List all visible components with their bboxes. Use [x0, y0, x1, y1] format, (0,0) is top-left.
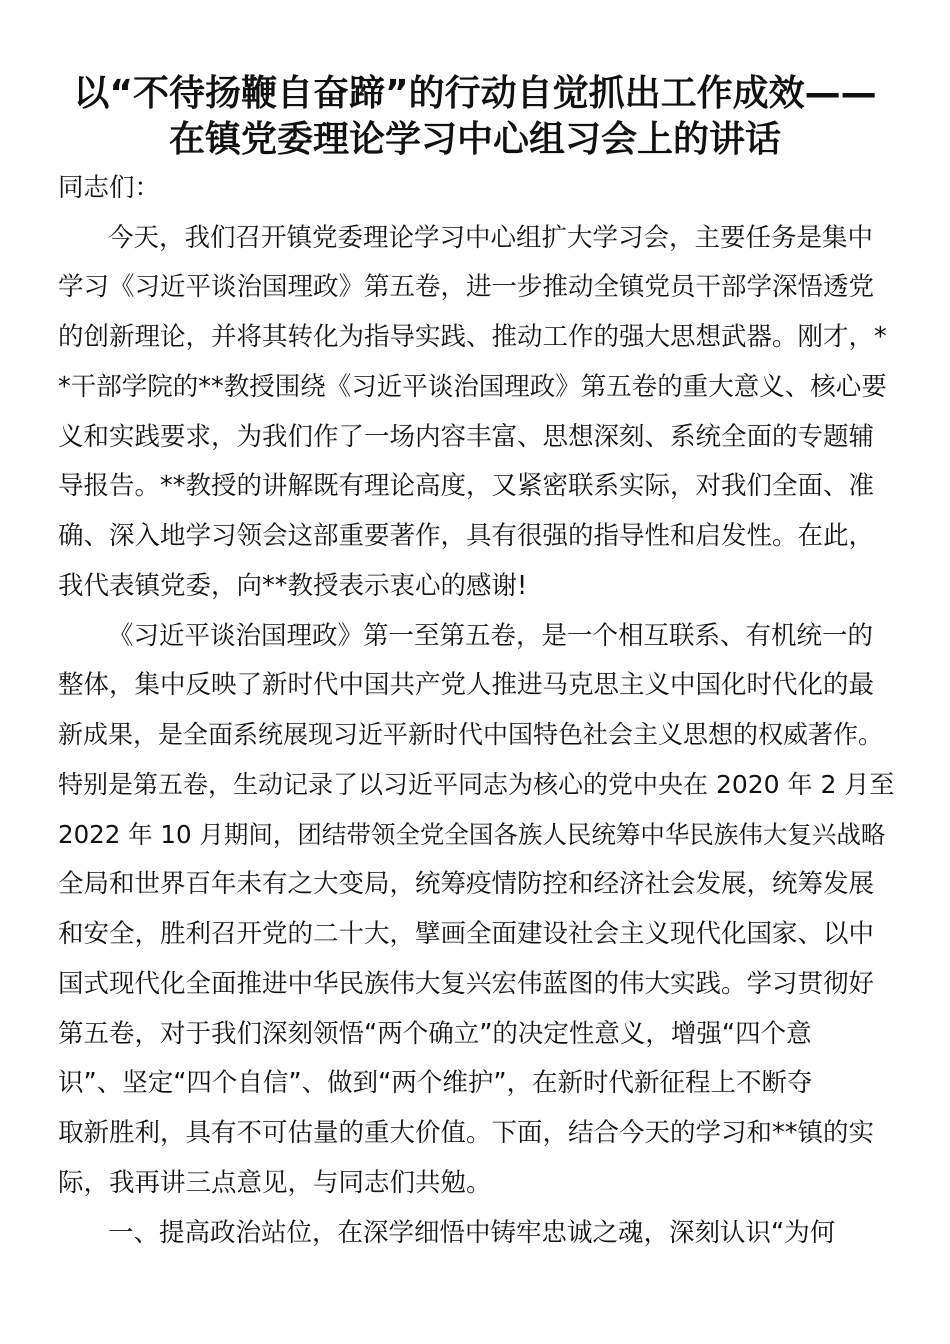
text-line: 我代表镇党委，向**教授表示衷心的感谢! [58, 571, 528, 601]
section-heading-1: 一、提高政治站位，在深学细悟中铸牢忠诚之魂，深刻认识“为何 [108, 1218, 836, 1248]
title-line-1: 以“不待扬鞭自奋蹄”的行动自觉抓出工作成效—— [73, 73, 877, 114]
text-line: 第五卷，对于我们深刻领悟“两个确立”的决定性意义，增强“四个意 [58, 1019, 812, 1049]
text-line: 义和实践要求，为我们作了一场内容丰富、思想深刻、系统全面的专题辅 [58, 422, 875, 452]
text-line: 2022 年 10 月期间，团结带领全党全国各族人民统筹中华民族伟大复兴战略 [58, 820, 886, 849]
salutation: 同志们： [58, 173, 161, 203]
text-line: 学习《习近平谈治国理政》第五卷，进一步推动全镇党员干部学深悟透党 [58, 272, 875, 302]
text-line: 整体，集中反映了新时代中国共产党人推进马克思主义中国化时代化的最 [58, 670, 875, 700]
text-line: 导报告。**教授的讲解既有理论高度，又紧密联系实际，对我们全面、准 [58, 471, 875, 501]
text-line: 和安全，胜利召开党的二十大，擘画全面建设社会主义现代化国家、以中 [58, 919, 875, 949]
text-line: 今天，我们召开镇党委理论学习中心组扩大学习会，主要任务是集中 [108, 223, 874, 253]
text-line: 际，我再讲三点意见，与同志们共勉。 [58, 1168, 492, 1198]
title-line-2: 在镇党委理论学习中心组习会上的讲话 [168, 119, 781, 160]
text-line: 国式现代化全面推进中华民族伟大复兴宏伟蓝图的伟大实践。学习贯彻好 [58, 969, 875, 999]
text-line: 《习近平谈治国理政》第一至第五卷，是一个相互联系、有机统一的 [108, 621, 874, 651]
text-line: *干部学院的**教授围绕《习近平谈治国理政》第五卷的重大意义、核心要 [58, 372, 887, 402]
text-line: 确、深入地学习领会这部重要著作，具有很强的指导性和启发性。在此， [58, 521, 875, 551]
text-line: 取新胜利，具有不可估量的重大价值。下面，结合今天的学习和**镇的实 [58, 1118, 875, 1148]
text-line: 全局和世界百年未有之大变局，统筹疫情防控和经济社会发展，统筹发展 [58, 869, 875, 899]
text-line: 的创新理论，并将其转化为指导实践、推动工作的强大思想武器。刚才，* [58, 322, 887, 352]
text-line: 新成果，是全面系统展现习近平新时代中国特色社会主义思想的权威著作。 [58, 720, 884, 749]
text-line: 识”、坚定“四个自信”、做到“两个维护”，在新时代新征程上不断夺 [58, 1068, 813, 1098]
text-line: 特别是第五卷，生动记录了以习近平同志为核心的党中央在 2020 年 2 月至 [58, 770, 895, 799]
